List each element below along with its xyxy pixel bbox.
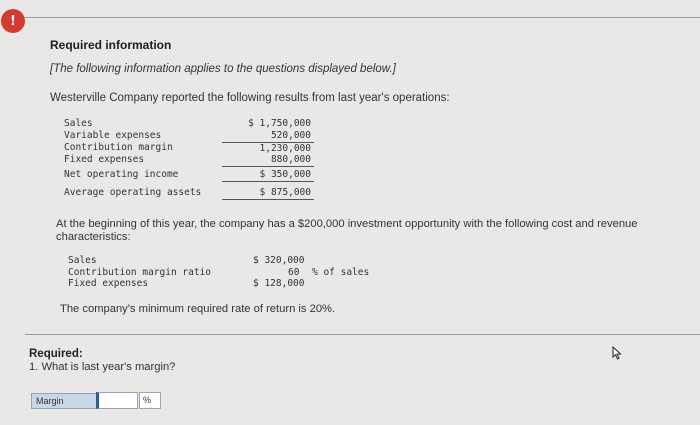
table-row-value: 520,000	[270, 130, 311, 141]
divider	[222, 199, 314, 200]
margin-label: Margin	[31, 393, 97, 409]
table-row-label: Contribution margin ratio	[68, 267, 211, 278]
required-rate-text: The company's minimum required rate of return is 20%.	[60, 303, 336, 315]
alert-icon: !	[1, 9, 25, 33]
divider	[222, 181, 314, 182]
table-row-value: 1,230,000	[259, 143, 311, 154]
table-row-label: Average operating assets	[64, 187, 202, 198]
intro-text: Westerville Company reported the following results from last year's operations:	[50, 92, 450, 104]
percent-unit: %	[139, 392, 161, 409]
table-row-suffix: % of sales	[312, 267, 370, 278]
table-row-value: $ 1,750,000	[248, 118, 311, 129]
table-row-label: Fixed expenses	[64, 154, 145, 165]
margin-input[interactable]	[96, 392, 138, 409]
divider	[222, 166, 314, 167]
opportunity-text: At the beginning of this year, the company has a $200,000 investment opportunity with the following cost and revenue characteristics:	[56, 218, 638, 243]
table-row-label: Net operating income	[64, 169, 179, 180]
table-row-value: 60	[288, 267, 300, 278]
table-row-value: $ 350,000	[259, 169, 311, 180]
mouse-pointer-icon	[610, 346, 624, 360]
section-subheading: [The following information applies to the questions displayed below.]	[50, 63, 396, 75]
table-row-label: Sales	[64, 118, 93, 129]
question-text: 1. What is last year's margin?	[29, 361, 176, 373]
section-heading: Required information	[50, 38, 172, 52]
table-row-label: Variable expenses	[64, 130, 162, 141]
top-divider	[25, 17, 700, 18]
table-row-label: Contribution margin	[64, 142, 173, 153]
table-row-value: $ 320,000	[253, 255, 305, 266]
table-row-value: $ 128,000	[253, 278, 305, 289]
required-title: Required:	[29, 348, 83, 360]
table-row-value: $ 875,000	[259, 187, 311, 198]
table-row-label: Sales	[68, 255, 97, 266]
section-divider	[25, 334, 700, 335]
table-row-value: 880,000	[270, 154, 311, 165]
table-row-label: Fixed expenses	[68, 278, 149, 289]
